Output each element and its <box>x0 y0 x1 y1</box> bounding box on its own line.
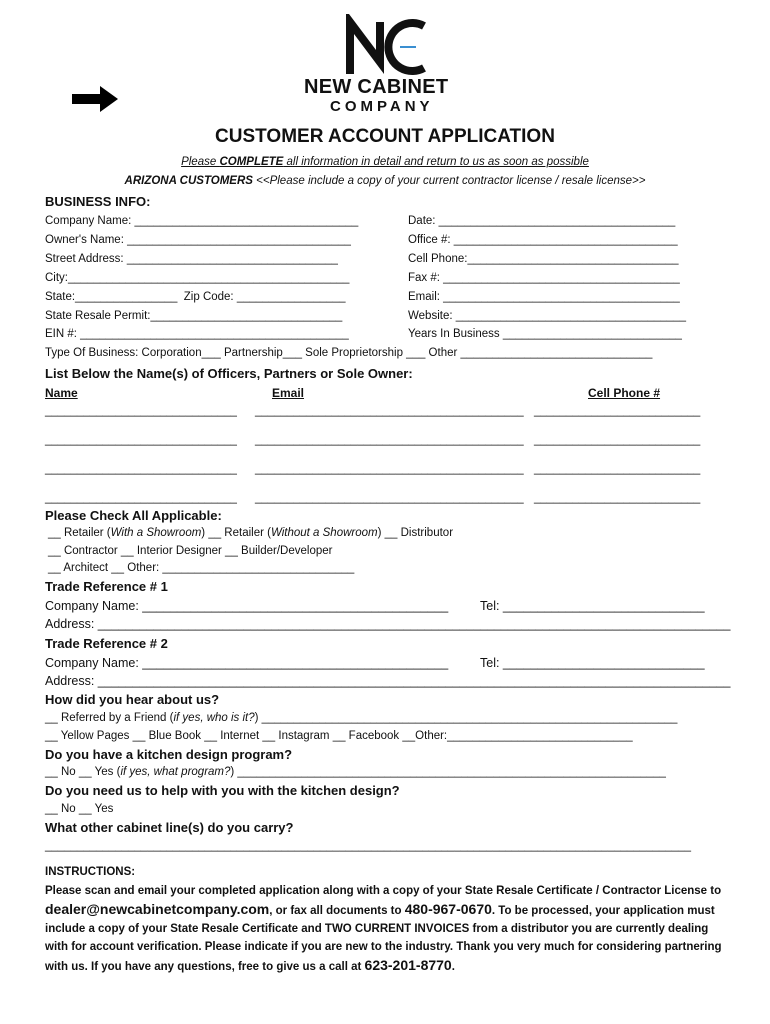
officers-heading: List Below the Name(s) of Officers, Partners or Sole Owner: <box>45 366 413 381</box>
instructions-heading: INSTRUCTIONS: <box>45 866 136 878</box>
trade2-address-field[interactable]: Address: ___________________________________________________________________________________________ <box>45 674 731 688</box>
state-zip-field[interactable]: State:________________ Zip Code: _________________ <box>45 291 346 303</box>
instructions-text: Please scan and email your completed application along with a copy of your State Resale Certificate / Contractor License to dealer@newcabinetcompany.com, or fax all documents to 480-967-0670. To be processed, your application must include a copy of your State Resale Certificate and TWO CURRENT INVOICES from a distributor you are currently dealing with for account verification. Please indicate if you are new to the industry. Thank you very much for considering partnering with us. If you have any questions, free to give us a call at 623-201-8770. <box>45 885 722 973</box>
business-type-field[interactable]: Type Of Business: Corporation___ Partnership___ Sole Proprietorship ___ Other ______________________________ <box>45 347 653 359</box>
design-help-field[interactable]: __ No __ Yes <box>45 803 114 815</box>
officer-email-line[interactable]: __________________________________________ <box>255 492 524 504</box>
subtitle-instructions: Please COMPLETE all information in detail and return to us as soon as possible <box>181 156 589 168</box>
applicable-heading: Please Check All Applicable: <box>45 508 222 523</box>
officer-cell-line[interactable]: __________________________ <box>534 492 701 504</box>
trade1-tel-field[interactable]: Tel: _____________________________ <box>480 599 705 613</box>
hear-sources-field[interactable]: __ Yellow Pages __ Blue Book __ Internet __ Instagram __ Facebook __Other:_____________________________ <box>45 730 633 742</box>
email-field[interactable]: Email: _____________________________________ <box>408 291 680 303</box>
applicable-options-row3[interactable]: __ Architect __ Other: ______________________________ <box>48 562 355 574</box>
owner-name-field[interactable]: Owner's Name: ___________________________________ <box>45 234 351 246</box>
office-phone-field[interactable]: Office #: ___________________________________ <box>408 234 678 246</box>
applicable-options-row1[interactable]: __ Retailer (With a Showroom) __ Retailer (Without a Showroom) __ Distributor <box>48 527 454 539</box>
contact-email[interactable]: dealer@newcabinetcompany.com <box>45 901 270 917</box>
officer-name-line[interactable]: ______________________________ <box>45 405 237 417</box>
officer-email-line[interactable]: __________________________________________ <box>255 463 524 475</box>
officers-col-email: Email <box>272 386 305 400</box>
trade2-tel-field[interactable]: Tel: _____________________________ <box>480 656 705 670</box>
design-program-heading: Do you have a kitchen design program? <box>45 747 293 762</box>
arizona-note: ARIZONA CUSTOMERS <<Please include a copy of your current contractor license / resale license>> <box>124 175 646 187</box>
website-field[interactable]: Website: ____________________________________ <box>408 310 686 322</box>
officers-col-name: Name <box>45 386 78 400</box>
hear-referred-field[interactable]: __ Referred by a Friend (if yes, who is it?) _________________________________________________________________ <box>45 712 678 724</box>
other-lines-field[interactable]: _____________________________________________________________________________________________________ <box>45 840 691 852</box>
officer-name-line[interactable]: ______________________________ <box>45 492 237 504</box>
officer-email-line[interactable]: __________________________________________ <box>255 434 524 446</box>
other-lines-heading: What other cabinet line(s) do you carry? <box>45 820 294 835</box>
design-help-heading: Do you need us to help with you with the kitchen design? <box>45 783 400 798</box>
officer-cell-line[interactable]: __________________________ <box>534 434 701 446</box>
years-in-business-field[interactable]: Years In Business ____________________________ <box>408 328 682 340</box>
company-logo-mark-icon <box>340 14 430 80</box>
officer-name-line[interactable]: ______________________________ <box>45 434 237 446</box>
phone-number[interactable]: 623-201-8770 <box>364 957 452 973</box>
fax-number: 480-967-0670 <box>404 901 492 917</box>
officer-cell-line[interactable]: __________________________ <box>534 405 701 417</box>
right-arrow-icon <box>72 86 118 112</box>
street-address-field[interactable]: Street Address: _________________________________ <box>45 253 338 265</box>
design-program-field[interactable]: __ No __ Yes (if yes, what program?) ___________________________________________________________________ <box>45 766 666 778</box>
hear-about-heading: How did you hear about us? <box>45 692 220 707</box>
state-resale-permit-field[interactable]: State Resale Permit:______________________________ <box>45 310 343 322</box>
officer-cell-line[interactable]: __________________________ <box>534 463 701 475</box>
applicable-options-row2[interactable]: __ Contractor __ Interior Designer __ Builder/Developer <box>48 545 333 557</box>
date-field[interactable]: Date: _____________________________________ <box>408 215 676 227</box>
page-title: CUSTOMER ACCOUNT APPLICATION <box>215 126 555 147</box>
officer-name-line[interactable]: ______________________________ <box>45 463 237 475</box>
logo-text-line1: NEW CABINET <box>304 76 449 98</box>
trade1-address-field[interactable]: Address: ___________________________________________________________________________________________ <box>45 617 731 631</box>
trade-reference-2-heading: Trade Reference # 2 <box>45 636 168 651</box>
cell-phone-field[interactable]: Cell Phone:_________________________________ <box>408 253 679 265</box>
fax-field[interactable]: Fax #: _____________________________________ <box>408 272 680 284</box>
officer-email-line[interactable]: __________________________________________ <box>255 405 524 417</box>
company-name-field[interactable]: Company Name: ___________________________________ <box>45 215 359 227</box>
trade1-company-field[interactable]: Company Name: ____________________________________________ <box>45 599 449 613</box>
trade2-company-field[interactable]: Company Name: ____________________________________________ <box>45 656 449 670</box>
logo-text-line2: COMPANY <box>330 98 434 115</box>
officers-col-cell: Cell Phone # <box>588 386 661 400</box>
business-info-heading: BUSINESS INFO: <box>45 194 151 209</box>
ein-field[interactable]: EIN #: __________________________________________ <box>45 328 349 340</box>
trade-reference-1-heading: Trade Reference # 1 <box>45 579 168 594</box>
city-field[interactable]: City:____________________________________________ <box>45 272 350 284</box>
